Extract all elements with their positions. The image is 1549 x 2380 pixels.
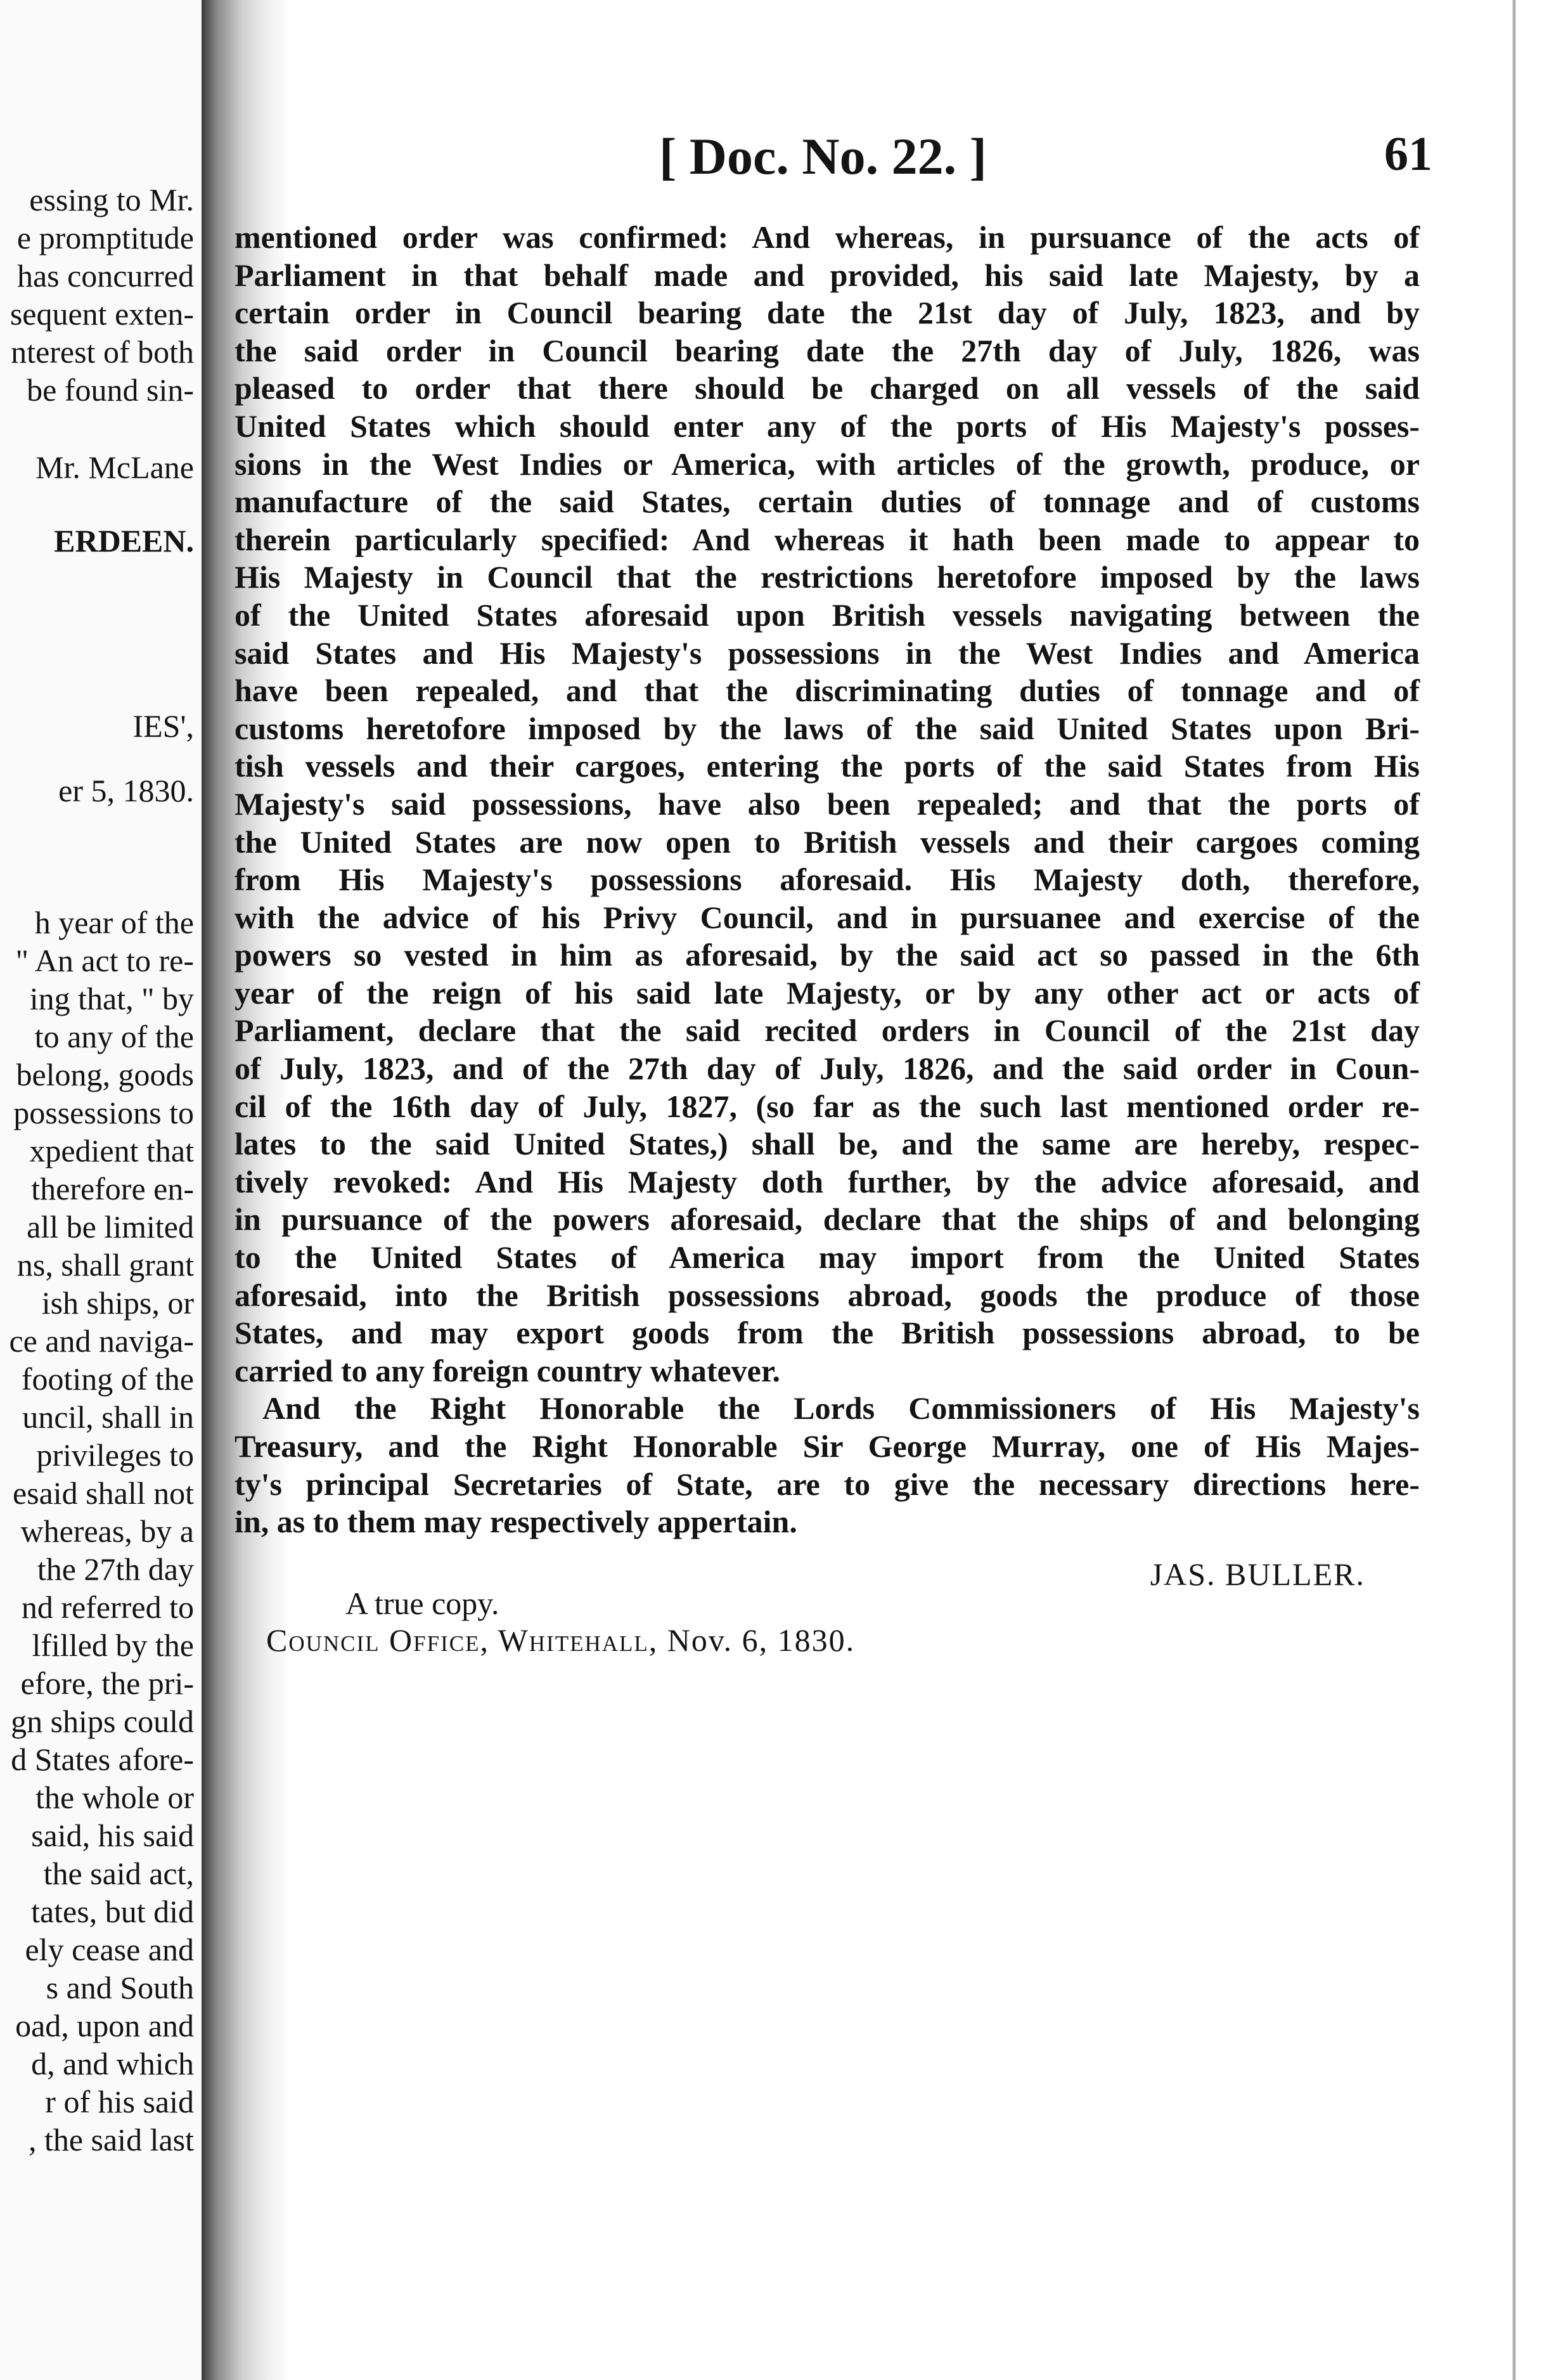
text-line: ty's principal Secretaries of State, are to give the necessary directions here- (235, 1466, 1420, 1502)
text-line: And the Right Honorable the Lords Commissioners of His Majesty's (262, 1390, 1420, 1426)
facing-page-line: ely cease and (25, 1932, 194, 1967)
text-line: sions in the West Indies or America, with articles of the growth, produce, or (235, 446, 1420, 482)
text-line: tively revoked: And His Majesty doth further, by the advice aforesaid, and (235, 1163, 1420, 1200)
page-edge (1512, 0, 1516, 2380)
text-line: mentioned order was confirmed: And whereas, in pursuance of the acts of (235, 219, 1420, 255)
facing-page-line: s and South (46, 1970, 194, 2005)
facing-page-line: e promptitude (16, 220, 194, 255)
text-line: customs heretofore imposed by the laws of the said United States upon Bri- (235, 710, 1420, 746)
text-line: said States and His Majesty's possessions in the West Indies and America (235, 635, 1420, 671)
text-line: with the advice of his Privy Council, and in pursuanee and exercise of the (235, 899, 1420, 935)
facing-page-line: sequent exten- (10, 296, 194, 332)
text-line: United States which should enter any of the ports of His Majesty's posses- (235, 408, 1420, 444)
facing-page-line: be found sin- (27, 372, 194, 408)
facing-page-line: whereas, by a (20, 1513, 194, 1549)
document-number: [ Doc. No. 22. ] (659, 127, 987, 185)
facing-page-line: uncil, shall in (22, 1399, 194, 1435)
text-line: carried to any foreign country whatever. (235, 1352, 780, 1388)
facing-page-line: er 5, 1830. (58, 773, 194, 808)
facing-page-line: essing to Mr. (29, 182, 194, 217)
text-line: in pursuance of the powers aforesaid, declare that the ships of and belonging (235, 1201, 1420, 1238)
facing-page-line: ce and naviga- (9, 1323, 194, 1359)
text-line: Majesty's said possessions, have also been repealed; and that the ports of (235, 786, 1420, 822)
facing-page-line: Mr. McLane (35, 449, 194, 485)
text-line: have been repealed, and that the discriminating duties of tonnage and of (235, 673, 1420, 709)
text-line: lates to the said United States,) shall be, and the same are hereby, respec- (235, 1126, 1420, 1162)
text-line: aforesaid, into the British possessions abroad, goods the produce of those (235, 1277, 1420, 1313)
true-copy-note: A true copy. (345, 1586, 499, 1621)
facing-page-line: r of his said (45, 2084, 194, 2119)
text-line: therein particularly specified: And whereas it hath been made to appear to (235, 521, 1420, 557)
text-line: Parliament in that behalf made and provided, his said late Majesty, by a (235, 257, 1420, 293)
text-line: of July, 1823, and of the 27th day of July, 1826, and the said order in Coun- (235, 1051, 1420, 1087)
text-line: of the United States aforesaid upon British vessels navigating between the (235, 597, 1420, 633)
facing-page-line: ERDEEN. (54, 523, 194, 559)
text-line: in, as to them may respectively appertain. (235, 1504, 797, 1540)
text-line: the United States are now open to British vessels and their cargoes coming (235, 824, 1420, 860)
facing-page-line: IES', (132, 708, 194, 744)
office-date: Nov. 6, 1830. (667, 1622, 856, 1658)
facing-page-line: the whole or (35, 1780, 194, 1815)
facing-page-line: oad, upon and (15, 2008, 194, 2043)
text-line: tish vessels and their cargoes, entering the ports of the said States from His (235, 748, 1420, 784)
page-number: 61 (1384, 127, 1432, 181)
facing-page-line: nterest of both (11, 334, 194, 370)
text-line: pleased to order that there should be charged on all vessels of the said (235, 370, 1420, 406)
text-line: the said order in Council bearing date the 27th day of July, 1826, was (235, 332, 1420, 368)
text-line: States, and may export goods from the British possessions abroad, to be (235, 1315, 1420, 1351)
facing-page-line: h year of the (34, 905, 194, 940)
facing-page-line: all be limited (27, 1209, 194, 1245)
facing-page (0, 0, 203, 2380)
facing-page-line: d, and which (31, 2046, 194, 2081)
text-line: His Majesty in Council that the restrictions heretofore imposed by the laws (235, 559, 1420, 595)
facing-page-line: the 27th day (37, 1551, 194, 1587)
office-place: Council Office, Whitehall, (266, 1622, 659, 1658)
facing-page-line: said, his said (31, 1818, 194, 1853)
facing-page-line: nd referred to (21, 1589, 194, 1625)
facing-page-line: belong, goods (16, 1057, 194, 1092)
facing-page-line: footing of the (21, 1361, 194, 1397)
facing-page-line: efore, the pri- (20, 1665, 194, 1701)
body-text (235, 219, 1420, 1541)
signature: JAS. BULLER. (1150, 1556, 1365, 1592)
facing-page-line: therefore en- (31, 1171, 194, 1206)
text-line: year of the reign of his said late Majesty, or by any other act or acts of (235, 974, 1420, 1011)
facing-page-line: ns, shall grant (16, 1247, 194, 1283)
council-office-line (266, 1622, 855, 1659)
facing-page-line: privileges to (36, 1437, 194, 1473)
text-line: Parliament, declare that the said recited orders in Council of the 21st day (235, 1012, 1420, 1049)
text-line: to the United States of America may import from the United States (235, 1239, 1420, 1276)
facing-page-line: gn ships could (11, 1704, 194, 1739)
text-line: Treasury, and the Right Honorable Sir George Murray, one of His Majes- (235, 1428, 1420, 1464)
facing-page-line: " An act to re- (15, 943, 194, 978)
facing-page-line: xpedient that (29, 1133, 194, 1168)
facing-page-line: has concurred (16, 258, 194, 294)
text-line: powers so vested in him as aforesaid, by the said act so passed in the 6th (235, 937, 1420, 973)
facing-page-line: , the said last (28, 2122, 194, 2157)
text-line: manufacture of the said States, certain duties of tonnage and of customs (235, 484, 1420, 520)
text-line: cil of the 16th day of July, 1827, (so far as the such last mentioned order re- (235, 1088, 1420, 1124)
facing-page-line: possessions to (13, 1095, 194, 1130)
facing-page-line: tates, but did (31, 1894, 194, 1929)
facing-page-line: ish ships, or (41, 1285, 194, 1321)
facing-page-line: to any of the (34, 1019, 194, 1054)
facing-page-line: lfilled by the (32, 1627, 194, 1663)
facing-page-line: the said act, (43, 1856, 194, 1891)
page-header (659, 127, 1432, 190)
text-line: from His Majesty's possessions aforesaid. His Majesty doth, therefore, (235, 862, 1420, 898)
facing-page-line: esaid shall not (12, 1475, 194, 1511)
text-line: certain order in Council bearing date the 21st day of July, 1823, and by (235, 295, 1420, 331)
facing-page-line: d States afore- (11, 1742, 194, 1777)
facing-page-line: ing that, " by (29, 981, 194, 1016)
